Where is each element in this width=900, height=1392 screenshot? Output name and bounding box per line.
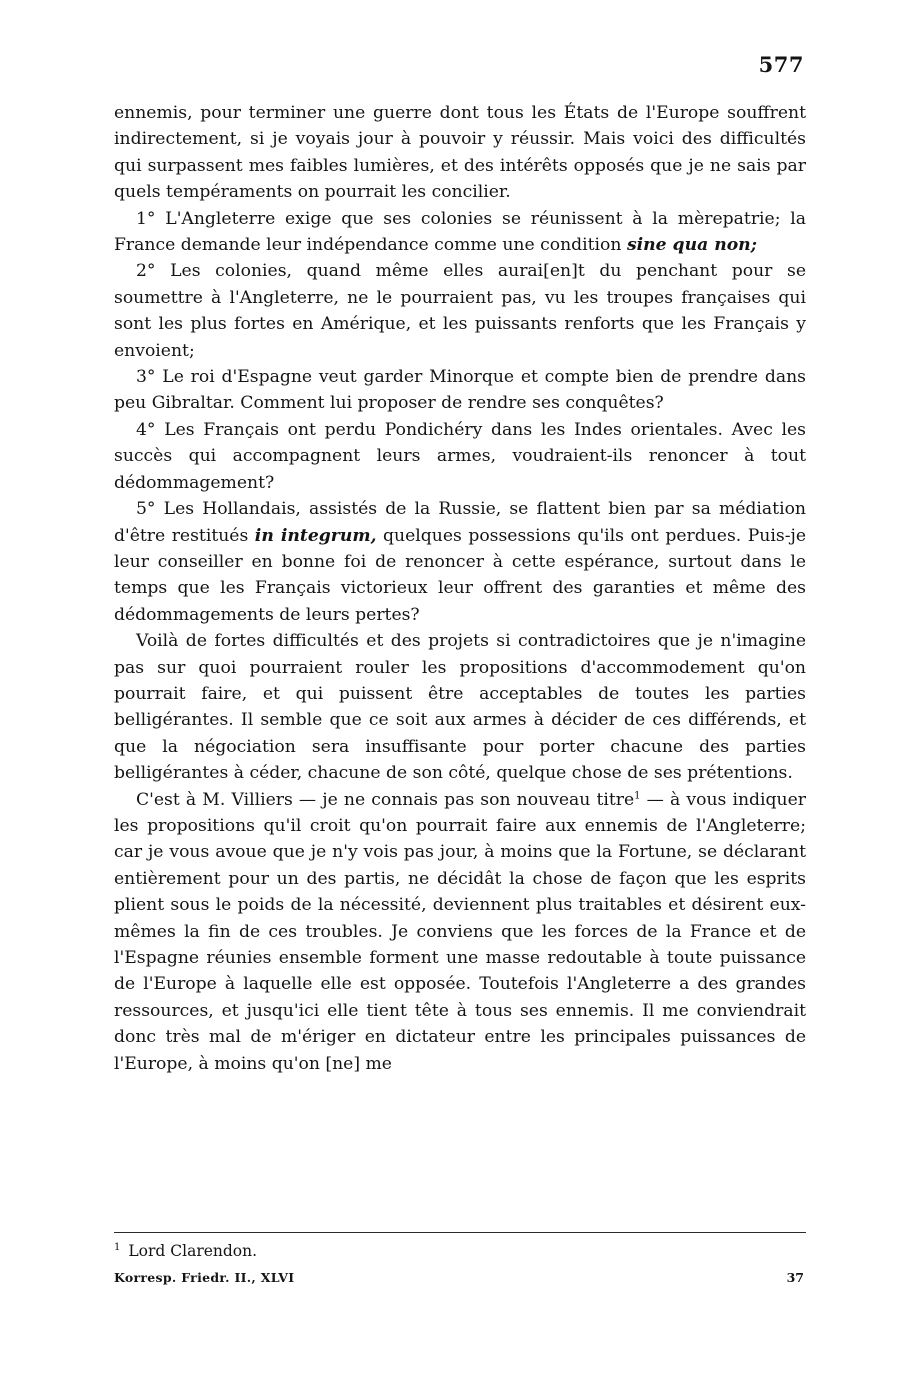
body-text [114,100,806,1077]
paragraph [114,206,806,259]
text-run: Voilà de fortes difficultés et des projets si contradictoires que je n'imagine pas sur quoi pourraient rouler les propositions d'accommodement qu'on pourrait faire, et qui puissent être acceptables de toutes les parties belligérantes. Il semble que ce soit aux armes à décider de ces différends, et que la négociation sera insuffisante pour porter chacune des parties belligérantes à céder, chacune de son côté, quelque chose de ses prétentions. [114,631,806,784]
text-run: 5° Les Hollandais, assistés de la Russie, se flattent bien par sa médiation d'être restitués [114,499,806,546]
text-run: quelques possessions qu'ils ont perdues. Puis-je leur conseiller en bonne foi de renoncer à cette espérance, surtout dans le temps que les Français victorieux leur offrent des garanties et même des dédommagements de leurs pertes? [114,525,807,625]
text-run: 4° Les Français ont perdu Pondichéry dans les Indes orientales. Avec les succès qui accompagnent leurs armes, voudraient-ils renoncer à tout dédommagement? [114,419,806,493]
text-run: 3° Le roi d'Espagne veut garder Minorque et compte bien de prendre dans peu Gibraltar. Comment lui proposer de rendre ses conquêtes? [114,367,806,414]
text-run: 1° L'Angleterre exige que ses colonies se réunissent à la mèrepatrie; la France demande leur indépendance comme une condition [114,208,806,256]
paragraph [114,364,806,417]
text-run: C'est à M. Villiers — je ne connais pas son nouveau titre [136,789,635,810]
printer-signature: Korresp. Friedr. II., XLVI [114,1270,295,1285]
paragraph [114,787,806,1077]
footnote-divider [114,1232,806,1233]
paragraph [114,258,806,364]
footnote-text: Lord Clarendon. [128,1242,258,1260]
page-number: 577 [758,52,804,77]
text-run: 2° Les colonies, quand même elles aurai[en]t du penchant pour se soumettre à l'Angleterre, ne le pourraient pas, vu les troupes françaises qui sont les plus fortes en Amérique, et les puissants renforts que les Français y envoient; [114,261,806,361]
footnote [114,1240,257,1262]
text-run: — à vous indiquer les propositions qu'il croit qu'on pourrait faire aux ennemis de l'Angleterre; car je vous avoue que je n'y vois pas jour, à moins que la Fortune, se déclarant entièrement pour un des partis, ne décidât la chose de façon que les esprits plient sous le poids de la nécessité, deviennent plus traitables et désirent eux-mêmes la fin de ces troubles. Je conviens que les forces de la France et de l'Espagne réunies ensemble forment une masse redoutable à toute puissance de l'Europe à laquelle elle est opposée. Toutefois l'Angleterre a des grandes ressources, et jusqu'ici elle tient tête à tous ses ennemis. Il me conviendrait donc très mal de m'ériger en dictateur entre les principales puissances de l'Europe, à moins qu'on [ne] me [114,789,806,1074]
paragraph [114,417,806,496]
paragraph [114,628,806,786]
italic-phrase: in integrum, [254,525,377,546]
paragraph [114,100,806,206]
footnote-reference: 1 [634,789,641,801]
footnote-marker: 1 [114,1241,121,1253]
text-run: ennemis, pour terminer une guerre dont tous les États de l'Europe souffrent indirectement, si je voyais jour à pouvoir y réussir. Mais voici des difficultés qui surpassent mes faibles lumières, et des intérêts opposés que je ne sais par quels tempéraments on pourrait les concilier. [114,103,806,203]
sheet-number: 37 [786,1270,804,1285]
italic-phrase: sine qua non; [626,235,757,256]
paragraph [114,496,806,628]
